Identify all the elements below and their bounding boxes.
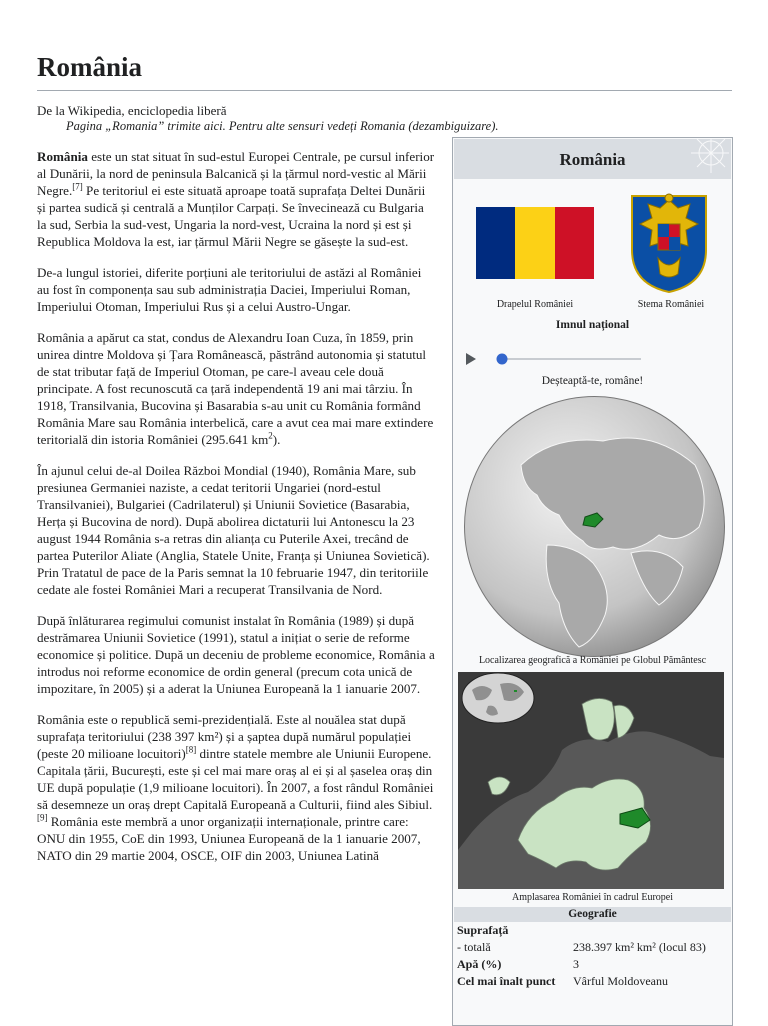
- coat-of-arms[interactable]: [628, 188, 710, 294]
- paragraph-union: România a apărut ca stat, condus de Alexandru Ioan Cuza, în 1859, prin unirea dintre Moldova și Țara Românească, păstrând autonomia și statutul de stat tributar față de Imperiul Otoman, pe care-l aveau cele două principate. A fost recunoscută ca țară independentă 19 ani mai târziu. În 1918, Transilvania, Bucovina și Basarabia s-au unit cu România formând România Mare sau România interbelică, care a avut cea mai mare extindere teritorială din istoria României (295.641 $km^2$).: [37, 330, 434, 447]
- flag-stripe-red: [555, 207, 594, 279]
- europe-map[interactable]: [458, 672, 724, 889]
- paragraph-history: De-a lungul istoriei, diferite porțiuni ale teritoriului de astăzi al României au fost în componența sau sub administrația Daciei, Imperiului Roman, Imperiului Otoman, Imperiului Rus și a celui Austro-Ungar.: [37, 265, 422, 314]
- flag-of-romania[interactable]: [476, 207, 594, 279]
- infobox: România Drapelul României Stema României Imnul național Deșteaptă-te, române! Localizarea geografică a României pe Globul Pământesc Amplasarea României în cadrul Europei Geografie Suprafață - totală 238.397 km² km² (locul 83) Apă (%) 3 Cel mai înalt punct Vârful Moldoveanu: [452, 137, 733, 1026]
- europe-caption: Amplasarea României în cadrul Europei: [511, 892, 674, 903]
- globe-map[interactable]: [463, 395, 726, 658]
- article-body: [37, 148, 436, 878]
- flag-stripe-yellow: [515, 207, 554, 279]
- seek-track[interactable]: [501, 358, 641, 360]
- audio-player: [465, 348, 643, 370]
- paragraph-ww2: În ajunul celui de-al Doilea Război Mondial (1940), România Mare, sub presiunea Germaniei naziste, a cedat teritorii Ungariei (nord-estul Transilvaniei), Bulgariei (Cadrilaterul) și Uniunii Sovietice (Basarabia, Herța și Bucovina de nord). După abolirea dictaturii lui Antonescu la 23 august 1944 România s-a retras din alianța cu Puterile Axei, trecând de partea Puterilor Aliate (Anglia, Statele Unite, Franța și Uniunea Sovietică). Prin Tratatul de pace de la Paris semnat la 10 februarie 1947, din teritoriile cedate ale fostei României Mari a recuperat Transilvania de Nord.: [37, 463, 430, 597]
- globe-caption: Localizarea geografică a României pe Globul Pământesc: [478, 655, 707, 666]
- reference-link[interactable]: [8]: [185, 744, 197, 755]
- compass-rose-icon: [659, 139, 729, 181]
- reference-link[interactable]: [7]: [72, 181, 83, 192]
- title-divider: [37, 90, 732, 91]
- coa-caption: Stema României: [637, 299, 705, 310]
- play-icon[interactable]: [466, 353, 476, 365]
- page-title: România: [37, 52, 143, 82]
- infobox-title: România: [454, 139, 731, 179]
- flag-caption: Drapelul României: [496, 299, 574, 310]
- inset-world-map: [462, 673, 534, 723]
- flag-stripe-blue: [476, 207, 515, 279]
- site-tagline: De la Wikipedia, enciclopedia liberă: [37, 103, 227, 118]
- paragraph-intro: România este un stat situat în sud-estul Europei Centrale, pe cursul inferior al Dunării, la nord de peninsula Balcanică și la țărmul nord-vestic al Mării Negre.[7] Pe teritoriul ei este situată aproape toată suprafața Deltei Dunării și partea sudică și centrală a Munților Carpați. Se învecinează cu Bulgaria la sud, Serbia la sud-vest, Ungaria la nord-vest, Ucraina la nord și est și Republica Moldova la est, iar țărmul Mării Negre se găsește la sud-est.: [37, 149, 435, 249]
- anthem-name: Deșteaptă-te, române!: [541, 375, 644, 387]
- anthem-title: Imnul național: [555, 319, 630, 331]
- lead-term: România: [37, 149, 88, 164]
- seek-handle[interactable]: [497, 354, 508, 365]
- geography-header: Geografie: [454, 907, 731, 922]
- hatnote: Pagina „Romania” trimite aici. Pentru alte sensuri vedeți Romania (dezambiguizare).: [66, 119, 499, 133]
- reference-link[interactable]: [9]: [37, 812, 48, 823]
- paragraph-post-communism: După înlăturarea regimului comunist instalat în România (1989) și după destrămarea Uniunii Sovietice (1991), statul a inițiat o serie de reforme economice și politice. După un deceniu de probleme economice, România a introdus noi reforme economice de ordin general (precum cota unică de impozitare, în 2005) și a aderat la Uniunea Europeană la 1 ianuarie 2007.: [37, 613, 435, 696]
- paragraph-politics: România este o republică semi-prezidențială. Este al nouălea stat după suprafața teritoriului (238 397 km²) și a șaptea după numărul populației (peste 20 milioane locuitori)[8] dintre statele membre ale Uniunii Europene. Capitala țării, București, este și cel mai mare oraș al ei și al șaselea oraș din UE după populație (1,9 milioane locuitori). În 2007, a fost rândul României să desemneze un oraș drept Capitală Europeană a Culturii, fiind ales Sibiul.[9] România este membră a unor organizații internaționale, printre care: ONU din 1955, CoE din 1993, Uniunea Europeană de la 1 ianuarie 2007, NATO din 29 martie 2004, OSCE, OIF din 2003, Uniunea Latină: [37, 712, 434, 863]
